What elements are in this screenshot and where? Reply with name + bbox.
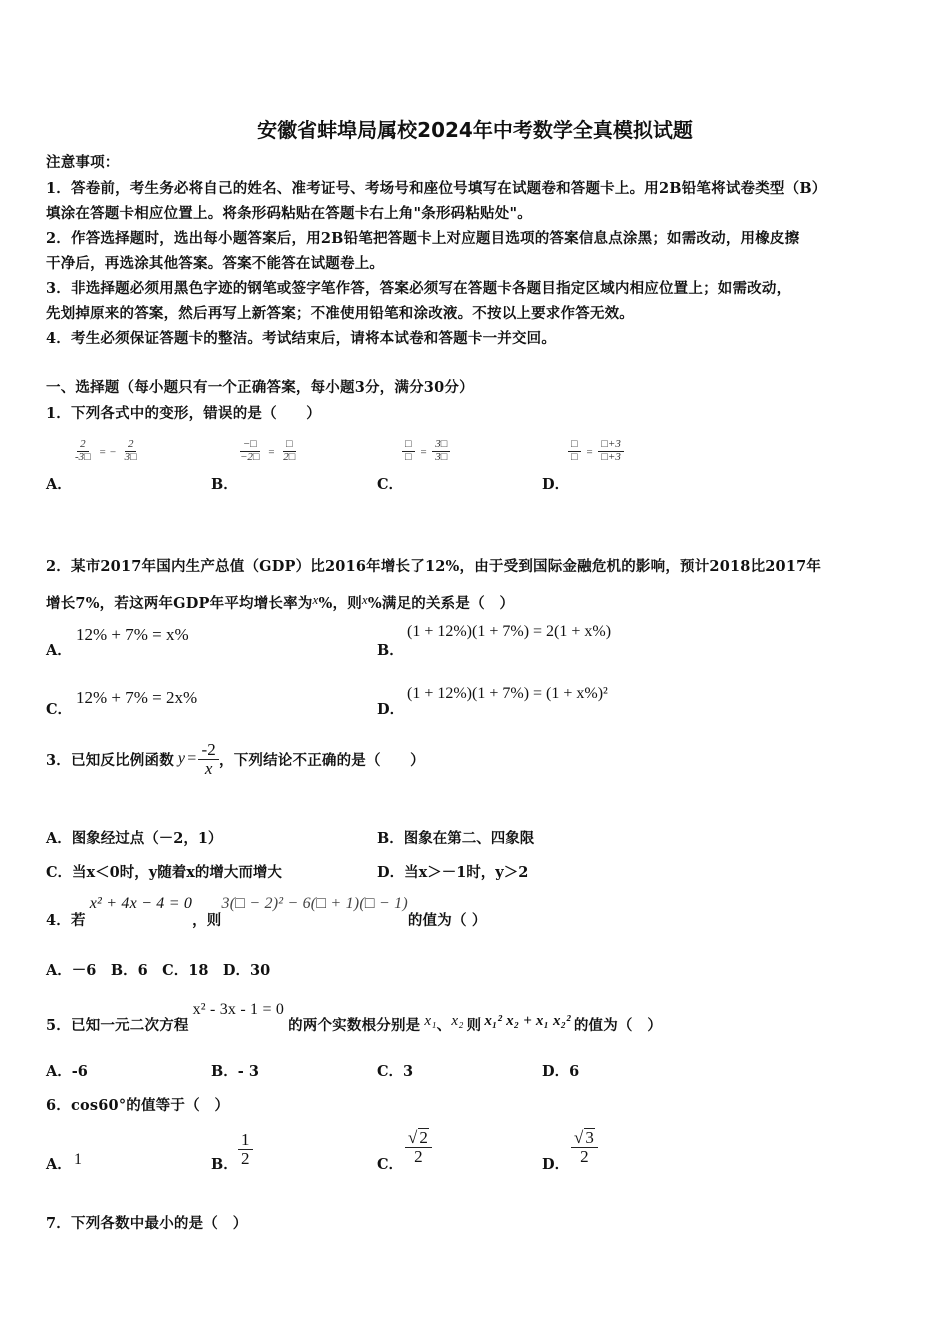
fraction-numerator: □ [568,439,581,452]
root-x2: x₂ [451,1013,464,1029]
fraction-denominator: 3□ [124,450,137,463]
q2-option-c-expr: 12% + 7% = 2x% [76,688,198,707]
q6-option-c-expr [405,1128,432,1166]
question-5-stem [46,1001,662,1035]
question-3-stem [46,741,425,778]
fraction-numerator: 1 [238,1131,253,1150]
variable-y: y [177,750,186,768]
notice-heading: 注意事项： [46,154,120,171]
fraction-denominator: □ [571,450,578,463]
q6-option-a-label: A． [46,1156,72,1173]
q6-option-b-expr [238,1131,253,1168]
expression: 3(□ − 2)² − 6(□ + 1)(□ − 1) [221,895,408,912]
fraction-numerator: 3□ [432,439,450,452]
fraction-denominator: -3□ [75,450,91,463]
q5-option-d: D．6 [542,1063,580,1080]
q1-option-c-expr [402,439,450,463]
notice-line: 干净后，再选涂其他答案。答案不能答在试题卷上。 [46,255,385,272]
q5-option-b: B．- 3 [211,1063,259,1080]
fraction-denominator: 2 [414,1146,423,1166]
fraction-denominator: −2□ [240,450,260,463]
root-x1: x₁ [424,1013,437,1029]
radicand: 3 [585,1128,594,1147]
q1-option-d-expr [568,439,624,463]
q1-option-a-label: A． [46,476,72,493]
question-2-stem-line2 [46,592,514,613]
equals-sign: = [419,446,428,459]
q3-option-d: D．当x＞－1时，y＞2 [377,864,529,881]
separator: 、 [436,1017,452,1034]
q4-options: A．－6 B．6 C．18 D．30 [46,962,271,979]
fraction-numerator: -2 [198,741,219,760]
sqrt-icon: √ [574,1128,584,1147]
stem-text: ，下列结论不正确的是（ ） [219,751,425,769]
q5-option-a: A．-6 [46,1063,88,1080]
q3-option-c: C．当x＜0时，y随着x的增大而增大 [46,864,282,881]
q6-option-d-label: D． [542,1156,570,1173]
fraction-denominator: □ [405,450,412,463]
notice-line: 1．答卷前，考生务必将自己的姓名、准考证号、考场号和座位号填写在试题卷和答题卡上。用2B铅笔将试卷类型（B） [46,180,827,197]
fraction-numerator: 2 [77,439,89,452]
q5-option-c: C．3 [377,1063,414,1080]
fraction-numerator: −□ [240,439,260,452]
fraction-denominator: 3□ [435,450,448,463]
page-title: 安徽省蚌埠局属校2024年中考数学全真模拟试题 [257,118,693,142]
q1-option-c-label: C． [377,476,404,493]
q2-option-d-label: D． [377,701,405,718]
notice-line: 3．非选择题必须用黑色字迹的钢笔或签字笔作答，答案必须写在答题卡各题目指定区域内相应位置上；如需改动， [46,280,792,297]
notice-line: 2．作答选择题时，选出每小题答案后，用2B铅笔把答题卡上对应题目选项的答案信息点涂黑；如需改动，用橡皮擦 [46,230,800,247]
equation: x² - 3x - 1 = 0 [192,1001,285,1018]
q6-option-c-label: C． [377,1156,404,1173]
q2-option-a-label: A． [46,642,72,659]
q1-option-d-label: D． [542,476,570,493]
question-4-stem [46,895,487,930]
equals-sign: = [187,750,197,768]
equals-sign: = [267,446,276,459]
fraction-denominator: 2 [580,1146,589,1166]
equals-sign: = [585,446,594,459]
q2-option-c-label: C． [46,701,73,718]
stem-text: %满足的关系是（ ） [367,595,515,612]
question-7-stem: 7．下列各数中最小的是（ ） [46,1215,248,1232]
q3-option-a: A．图象经过点（－2，1） [46,830,223,847]
q2-option-a-expr: 12% + 7% = x% [76,625,189,644]
fraction-denominator: 2 [241,1148,250,1168]
fraction-denominator: 2□ [283,450,296,463]
fraction-numerator: □+3 [598,439,624,452]
notice-line: 先划掉原来的答案，然后再写上新答案；不准使用铅笔和涂改液。不按以上要求作答无效。 [46,305,634,322]
fraction-numerator: □ [283,439,296,452]
q1-option-b-label: B． [211,476,238,493]
q2-option-b-label: B． [377,642,404,659]
equals-sign: = − [98,446,117,459]
stem-text: 的值为（ ） [407,912,487,929]
stem-text: 的值为（ ） [573,1017,663,1034]
fraction-numerator: □ [402,439,415,452]
stem-text: 增长7%，若这两年GDP年平均增长率为 [46,595,313,612]
fraction-denominator: x [204,758,213,778]
stem-text: ，则 [192,912,222,929]
variable-x: x [312,592,319,607]
variable-x: x [361,592,368,607]
fraction-numerator: 2 [125,439,137,452]
notice-line: 填涂在答题卡相应位置上。将条形码粘贴在答题卡右上角"条形码粘贴处"。 [46,205,532,222]
expression: x₁² x₂ + x₁ x₂² [484,1013,571,1029]
stem-text: %，则 [318,595,362,612]
question-1-stem: 1．下列各式中的变形，错误的是（ ） [46,405,321,422]
q2-option-b-expr: (1 + 12%)(1 + 7%) = 2(1 + x%) [407,623,612,640]
stem-text: 则 [466,1017,482,1034]
question-2-stem-line1: 2．某市2017年国内生产总值（GDP）比2016年增长了12%，由于受到国际金融危机的影响，预计2018比2017年 [46,558,822,575]
stem-text: 的两个实数根分别是 [288,1017,421,1034]
q6-option-d-expr [571,1128,598,1166]
stem-text: 4．若 [46,912,86,929]
stem-text: 3．已知反比例函数 [46,751,174,769]
question-6-stem: 6．cos60°的值等于（ ） [46,1097,230,1114]
q3-option-b: B．图象在第二、四象限 [377,830,535,847]
section-heading: 一、选择题（每小题只有一个正确答案，每小题3分，满分30分） [46,379,474,396]
stem-text: 5．已知一元二次方程 [46,1017,189,1034]
q1-option-b-expr [237,439,298,463]
q6-option-a-value: 1 [74,1151,82,1168]
equation: x² + 4x − 4 = 0 [89,895,193,912]
q6-option-b-label: B． [211,1156,238,1173]
fraction-denominator: □+3 [601,450,621,463]
radicand: 2 [419,1128,428,1147]
notice-line: 4．考生必须保证答题卡的整洁。考试结束后，请将本试卷和答题卡一并交回。 [46,330,557,347]
sqrt-icon: √ [408,1128,418,1147]
q1-option-a-expr [72,439,140,463]
q2-option-d-expr: (1 + 12%)(1 + 7%) = (1 + x%)² [407,685,608,702]
